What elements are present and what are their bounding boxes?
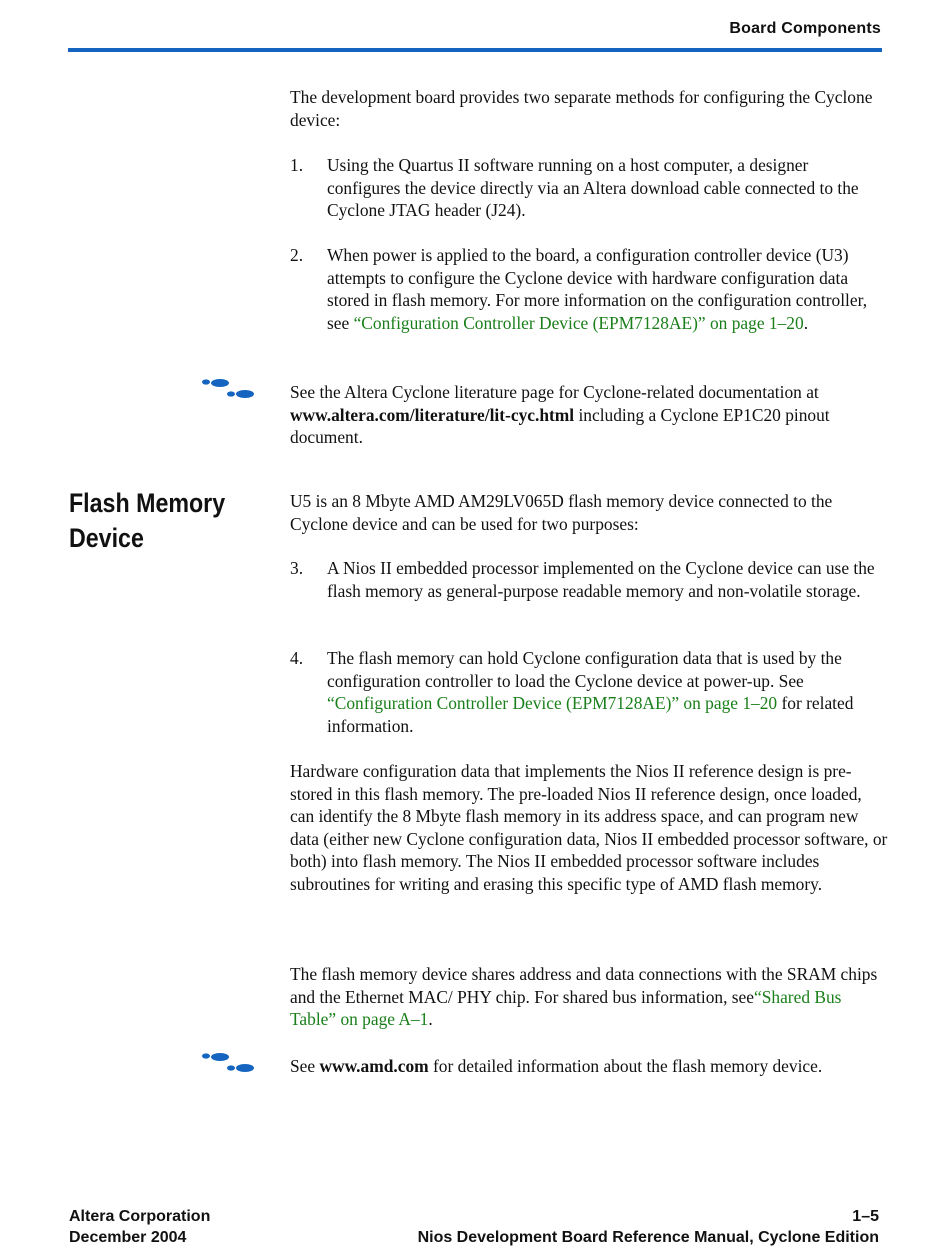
config-controller-link[interactable]: “Configuration Controller Device (EPM7128AE)” on page 1–20 — [327, 693, 778, 714]
literature-url[interactable]: www.altera.com/literature/lit-cyc.html — [290, 404, 575, 425]
header-rule — [68, 48, 882, 52]
section-intro: U5 is an 8 Mbyte AMD AM29LV065D flash memory device connected to the Cyclone device and can be used for two purposes: — [290, 491, 833, 534]
shared-bus-link[interactable]: “Shared Bus Table” on page A–1 — [290, 986, 842, 1030]
shared-bus-paragraph: The flash memory device shares address and data connections with the SRAM chips and the Ethernet MAC/ PHY chip. For shared bus information, see“Shared Bus Table” on page A–1. — [290, 964, 878, 1030]
list-number: 1. — [290, 155, 304, 175]
footprints-icon — [200, 378, 258, 398]
note-literature: See the Altera Cyclone literature page for Cyclone-related documentation at www.altera.com/literature/lit-cyc.html including a Cyclone EP1C20 pinout document. — [290, 382, 830, 448]
list-text: Using the Quartus II software running on a host computer, a designer configures the device directly via an Altera download cable connected to the Cyclone JTAG header (J24). — [327, 155, 859, 221]
footer-manual-title: Nios Development Board Reference Manual, Cyclone Edition — [417, 1229, 879, 1246]
note-amd: See www.amd.com for detailed information about the flash memory device. — [290, 1056, 823, 1076]
running-header-title: Board Components — [729, 20, 881, 37]
list-number: 3. — [290, 558, 304, 578]
list-text: A Nios II embedded processor implemented on the Cyclone device can use the flash memory as general-purpose readable memory and non-volatile storage. — [327, 558, 875, 601]
config-controller-link[interactable]: “Configuration Controller Device (EPM7128AE)” on page 1–20 — [353, 312, 804, 333]
list-text: When power is applied to the board, a configuration controller device (U3) attempts to configure the Cyclone device with hardware configuration data stored in flash memory. For more information on the configuration controller, see “Configuration Controller Device (EPM7128AE)” on page 1–20. — [327, 245, 868, 333]
hardware-config-paragraph: Hardware configuration data that implements the Nios II reference design is pre-stored in this flash memory. The pre-loaded Nios II reference design, once loaded, can identify the 8 Mbyte flash memory in its address space, and can program new data (either new Cyclone configuration data, Nios II embedded processor software, or both) into flash memory. The Nios II embedded processor software includes subroutines for writing and erasing this specific type of AMD flash memory. — [290, 761, 888, 894]
section-heading: Flash Memory Device — [69, 488, 226, 553]
footer-date: December 2004 — [69, 1229, 187, 1246]
footprints-icon — [200, 1052, 258, 1072]
amd-url[interactable]: www.amd.com — [319, 1056, 429, 1076]
list-number: 2. — [290, 245, 304, 265]
footer-page-number: 1–5 — [852, 1208, 879, 1225]
list-number: 4. — [290, 648, 304, 668]
list-text: The flash memory can hold Cyclone configuration data that is used by the configuration controller to load the Cyclone device at power-up. See “Configuration Controller Device (EPM7128AE)” on page 1–20 for related information. — [327, 648, 854, 736]
intro-paragraph: The development board provides two separate methods for configuring the Cyclone device: — [290, 87, 873, 130]
footer-company: Altera Corporation — [69, 1208, 211, 1225]
